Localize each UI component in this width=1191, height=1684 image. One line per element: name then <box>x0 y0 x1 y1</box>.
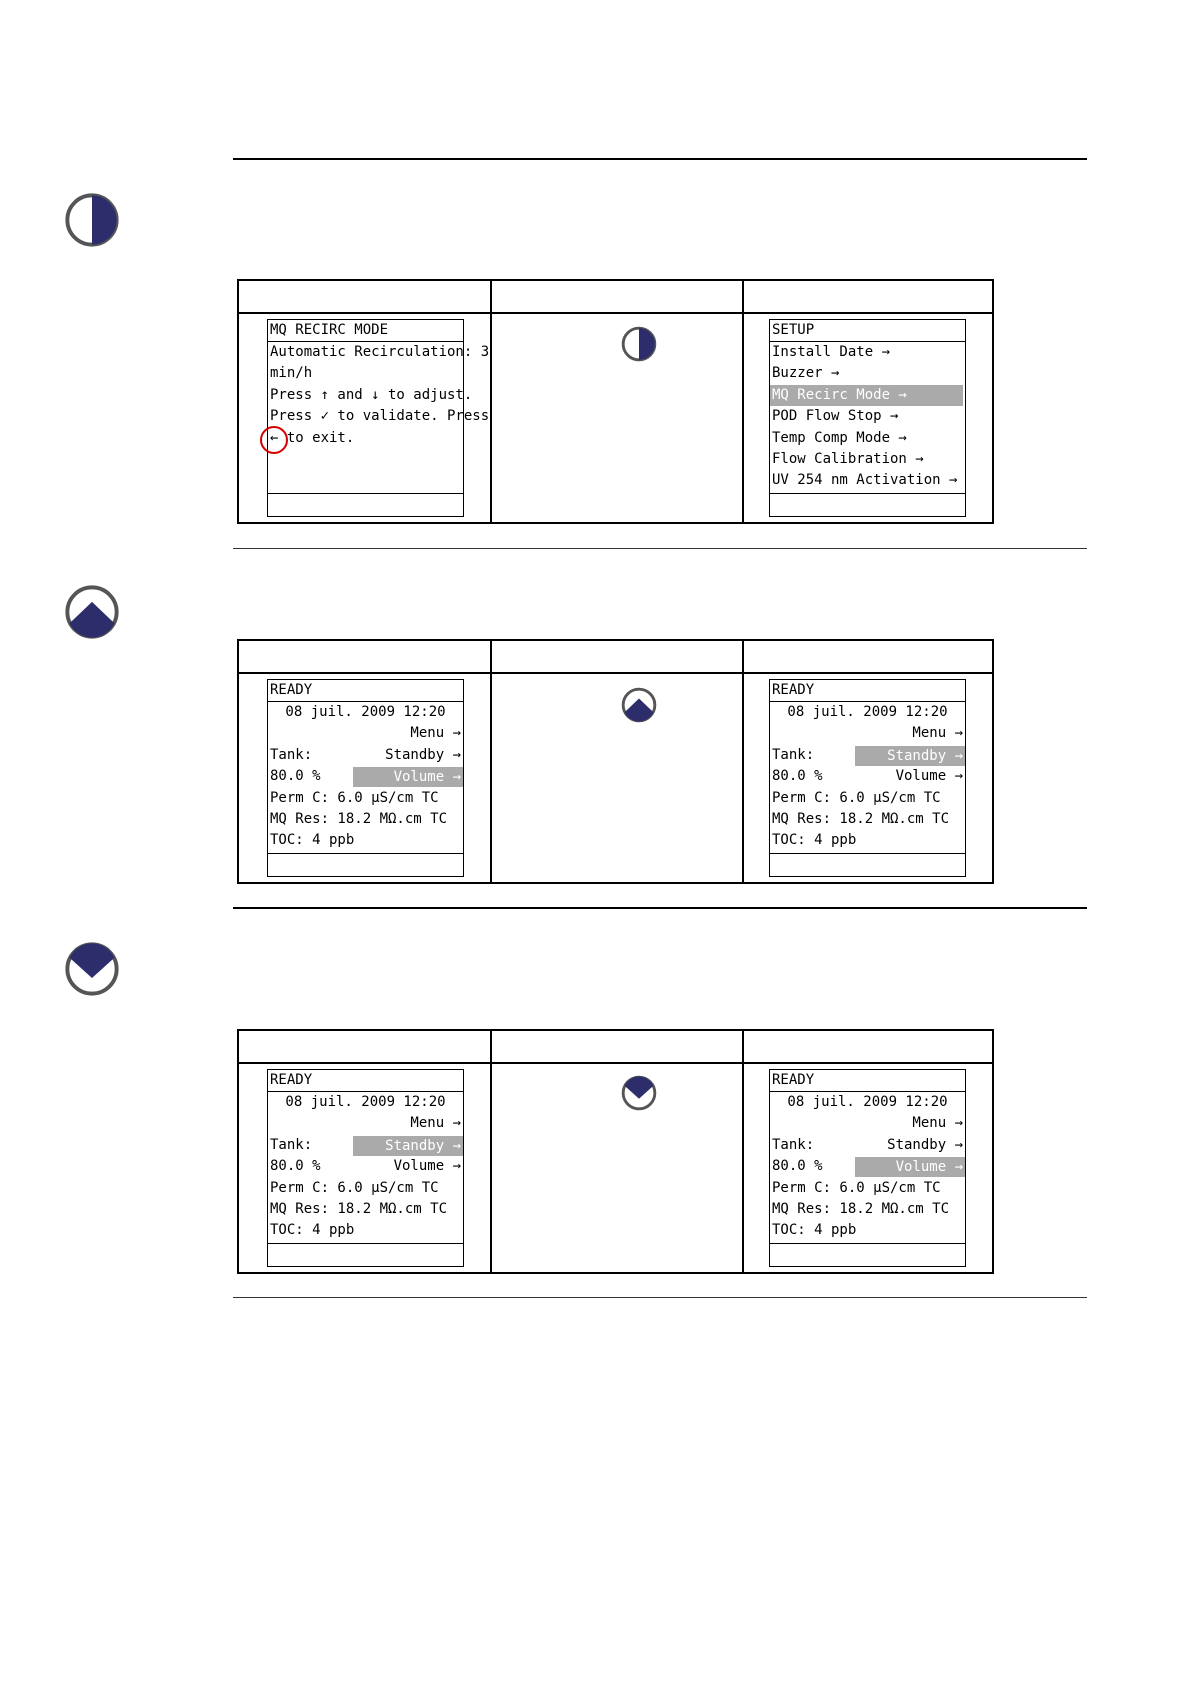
toc-line: TOC: 4 ppb <box>772 1222 857 1239</box>
resistivity-line: MQ Res: 18.2 MΩ.cm TC <box>270 1200 448 1217</box>
volume-link-selected[interactable]: Volume → <box>855 1157 965 1177</box>
menu-item[interactable]: POD Flow Stop → <box>772 408 899 425</box>
screen-title: READY <box>770 1070 965 1092</box>
toc-line: TOC: 4 ppb <box>772 832 857 849</box>
step-table-2 <box>237 639 994 884</box>
screen-line: Press ↑ and ↓ to adjust. <box>270 386 473 403</box>
resistivity-line: MQ Res: 18.2 MΩ.cm TC <box>772 810 950 827</box>
up-arrow-dial-icon <box>621 687 657 723</box>
screen-title: READY <box>770 680 965 702</box>
up-arrow-dial-icon <box>64 584 120 640</box>
down-arrow-dial-icon <box>621 1075 657 1111</box>
screen-title: MQ RECIRC MODE <box>268 320 463 342</box>
perm-line: Perm C: 6.0 µS/cm TC <box>270 1179 439 1196</box>
tank-line: Tank: Standby → <box>772 746 963 764</box>
screen-line: min/h <box>270 365 313 382</box>
menu-item-selected[interactable]: MQ Recirc Mode → <box>770 385 963 406</box>
display-after <box>769 319 966 517</box>
screen-title: READY <box>268 680 463 702</box>
tank-line: Tank: Standby → <box>770 1135 965 1156</box>
resistivity-line: MQ Res: 18.2 MΩ.cm TC <box>270 810 448 827</box>
date-line: 08 juil. 2009 12:20 <box>787 704 948 720</box>
volume-link-selected[interactable]: Volume → <box>353 767 463 787</box>
menu-link[interactable]: Menu → <box>410 725 461 742</box>
volume-link[interactable]: Volume → <box>393 1158 461 1175</box>
screen-line: ← to exit. <box>270 429 355 446</box>
display-after <box>769 679 966 877</box>
tank-line: Tank: Standby → <box>270 1136 461 1154</box>
tank-line: Tank: Standby → <box>268 745 463 766</box>
level-line: 80.0 % Volume → <box>770 766 965 787</box>
menu-link[interactable]: Menu → <box>912 725 963 742</box>
down-arrow-dial-icon <box>64 941 120 997</box>
toc-line: TOC: 4 ppb <box>270 1222 355 1239</box>
display-before <box>267 319 490 517</box>
screen-line: Automatic Recirculation: 3 <box>270 344 490 360</box>
highlight-marker <box>260 426 288 454</box>
volume-link[interactable]: Volume → <box>895 768 963 785</box>
left-arrow-dial-icon <box>64 192 120 248</box>
standby-link[interactable]: Standby → <box>385 746 461 763</box>
display-after <box>769 1069 966 1267</box>
menu-link[interactable]: Menu → <box>410 1115 461 1132</box>
step-table-3 <box>237 1029 994 1274</box>
step-table-1 <box>237 279 994 524</box>
menu-item[interactable]: UV 254 nm Activation → <box>772 472 958 489</box>
table-header-row <box>239 641 992 674</box>
screen-title: SETUP <box>770 320 965 342</box>
section-divider <box>233 907 1087 909</box>
menu-item[interactable]: Buzzer → <box>772 365 840 382</box>
level-line: 80.0 % Volume → <box>268 1156 463 1177</box>
perm-line: Perm C: 6.0 µS/cm TC <box>772 789 941 806</box>
display-before <box>267 1069 464 1267</box>
menu-item[interactable]: Temp Comp Mode → <box>772 429 907 446</box>
level-line: 80.0 % Volume → <box>772 1158 963 1176</box>
standby-link-selected[interactable]: Standby → <box>855 746 965 766</box>
section-divider <box>233 1297 1087 1298</box>
resistivity-line: MQ Res: 18.2 MΩ.cm TC <box>772 1200 950 1217</box>
menu-item[interactable]: Flow Calibration → <box>772 450 924 467</box>
toc-line: TOC: 4 ppb <box>270 832 355 849</box>
perm-line: Perm C: 6.0 µS/cm TC <box>270 789 439 806</box>
display-before <box>267 679 464 877</box>
table-header-row <box>239 281 992 314</box>
screen-title: READY <box>268 1070 463 1092</box>
perm-line: Perm C: 6.0 µS/cm TC <box>772 1179 941 1196</box>
level-line: 80.0 % Volume → <box>270 768 461 786</box>
section-divider <box>233 548 1087 549</box>
menu-link[interactable]: Menu → <box>912 1115 963 1132</box>
standby-link[interactable]: Standby → <box>887 1136 963 1153</box>
screen-line: Press ✓ to validate. Press <box>270 408 490 425</box>
top-rule <box>233 158 1087 160</box>
menu-item[interactable]: Install Date → <box>772 344 891 360</box>
date-line: 08 juil. 2009 12:20 <box>787 1094 948 1110</box>
date-line: 08 juil. 2009 12:20 <box>285 1094 446 1110</box>
standby-link-selected[interactable]: Standby → <box>353 1136 463 1156</box>
left-arrow-dial-icon <box>621 326 657 362</box>
table-header-row <box>239 1031 992 1064</box>
date-line: 08 juil. 2009 12:20 <box>285 704 446 720</box>
